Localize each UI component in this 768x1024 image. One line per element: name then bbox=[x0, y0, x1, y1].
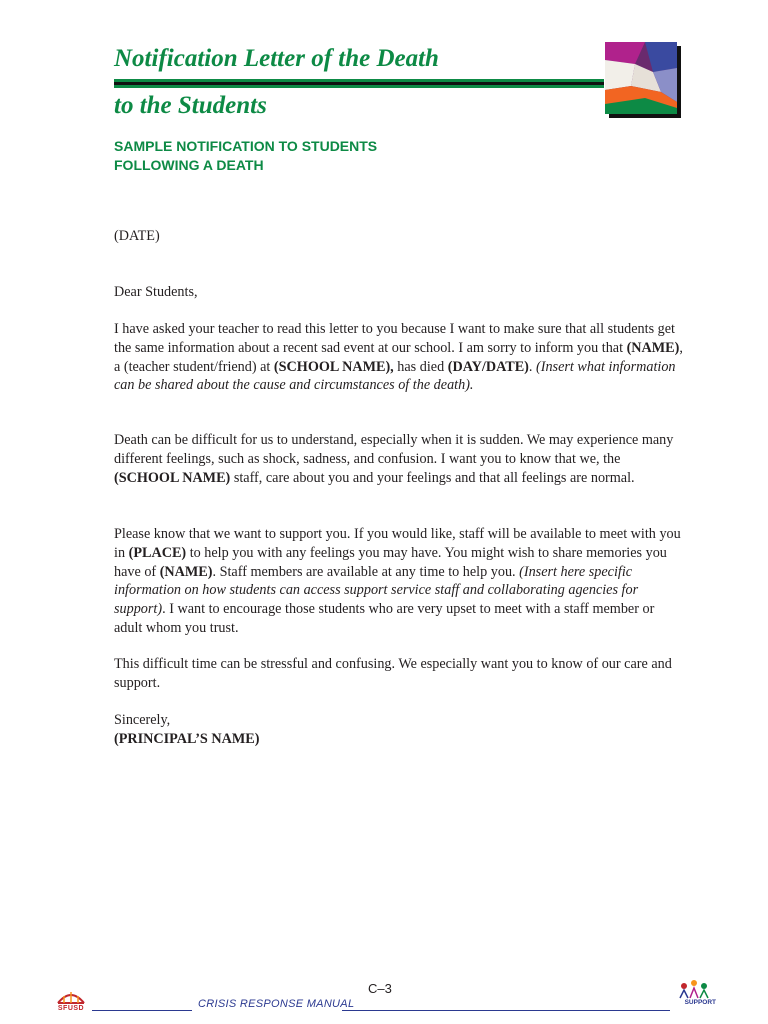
placeholder-school-name: (SCHOOL NAME) bbox=[114, 469, 231, 486]
page-number: C–3 bbox=[368, 981, 392, 996]
text-run: . Staff members are available at any time to help you. bbox=[212, 563, 520, 580]
corner-collage-graphic bbox=[605, 42, 681, 118]
letter-signature-placeholder: (PRINCIPAL’S NAME) bbox=[114, 731, 260, 747]
letter-paragraph-3 bbox=[114, 525, 684, 638]
text-run: . I want to encourage those students who are very upset to meet with a staff member or adult whom you trust. bbox=[114, 601, 655, 636]
placeholder-place: (PLACE) bbox=[128, 544, 187, 561]
text-run: to help you with any feelings you may have. You might wish to share memories you have of bbox=[114, 544, 667, 580]
text-run: , a (teacher student/friend) at bbox=[114, 339, 683, 375]
placeholder-name: (NAME) bbox=[626, 339, 680, 356]
text-run: has died bbox=[393, 358, 448, 375]
text-run: staff, care about you and your feelings and that all feelings are normal. bbox=[230, 469, 635, 486]
text-run: Please know that we want to support you. If you would like, staff will be available to meet with you in bbox=[114, 526, 681, 561]
letter-paragraph-4: This difficult time can be stressful and confusing. We especially want you to know of our care and support. bbox=[114, 656, 672, 691]
sfusd-logo-text: SFUSD bbox=[57, 1005, 85, 1012]
footer-manual-label: CRISIS RESPONSE MANUAL bbox=[198, 998, 355, 1010]
subtitle-line-1: SAMPLE NOTIFICATION TO STUDENTS bbox=[114, 138, 378, 154]
letter-closing: Sincerely, bbox=[114, 712, 171, 728]
letter-paragraph-2 bbox=[114, 431, 684, 487]
text-run: . bbox=[528, 358, 537, 375]
placeholder-day-date: (DAY/DATE) bbox=[447, 358, 529, 375]
support-logo-icon bbox=[674, 978, 716, 1016]
page-title-line-2: to the Students bbox=[114, 92, 267, 119]
footer-rule-right bbox=[342, 1010, 670, 1011]
instruction-note: (Insert what information can be shared about the cause and circumstances of the death). bbox=[114, 358, 676, 394]
text-run: Death can be difficult for us to understand, especially when it is sudden. We may experience many different feelings, such as shock, sadness, and confusion. I want you to know that we, the bbox=[114, 432, 674, 467]
placeholder-name: (NAME) bbox=[159, 563, 213, 580]
subtitle-line-2: FOLLOWING A DEATH bbox=[114, 157, 264, 173]
section-subtitle bbox=[114, 137, 377, 175]
title-divider bbox=[114, 79, 604, 88]
letter-paragraph-1 bbox=[114, 320, 684, 395]
instruction-note: (Insert here specific information on how students can access support service staff and collaborating agencies for support) bbox=[114, 563, 639, 618]
placeholder-school-name: (SCHOOL NAME), bbox=[273, 358, 394, 375]
footer-rule-left bbox=[92, 1010, 192, 1011]
text-run: I have asked your teacher to read this letter to you because I want to make sure that all students get the same information about a recent sad event at our school. I am sorry to inform you that bbox=[114, 321, 675, 356]
page-title-line-1: Notification Letter of the Death bbox=[114, 45, 439, 72]
support-logo-text: SUPPORT bbox=[684, 999, 716, 1006]
letter-date: (DATE) bbox=[114, 228, 160, 244]
letter-greeting: Dear Students, bbox=[114, 284, 198, 300]
